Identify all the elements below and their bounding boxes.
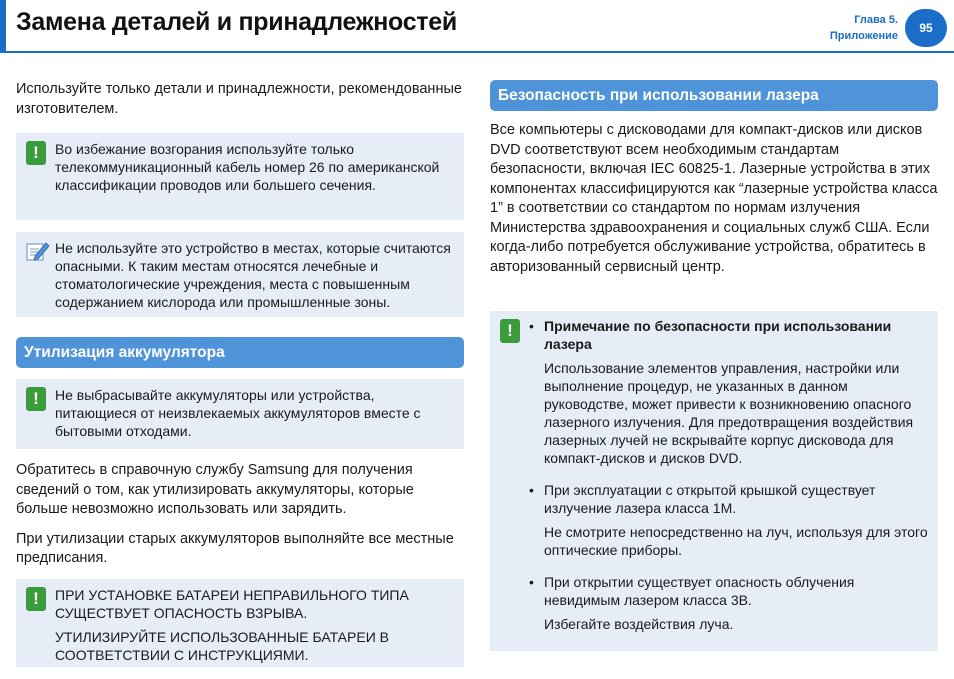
laser-note-text: Использование элементов управления, настройки или выполнение процедур, не указанных в данном руководстве, может привести к возникновению опасного лазерного излучения. Для предотвращения воздействия лазерных лучей не вскрывайте корпус дисковода для компакт-дисков и дисков DVD. (544, 360, 914, 466)
warning-box-battery (16, 379, 464, 449)
bullet-marker: • (529, 318, 534, 334)
laser-note-title: Примечание по безопасности при использовании лазера (544, 318, 892, 352)
header-divider (0, 51, 954, 53)
intro-paragraph: Используйте только детали и принадлежности, рекомендованные изготовителем. (16, 81, 462, 117)
left-column (16, 80, 464, 679)
note-pencil-icon (24, 239, 50, 263)
warning-text-line: УТИЛИЗИРУЙТЕ ИСПОЛЬЗОВАННЫЕ БАТАРЕИ В СООТВЕТСТВИИ С ИНСТРУКЦИЯМИ. (55, 628, 389, 663)
note-box-hazard (16, 232, 464, 317)
laser-notes (490, 311, 938, 657)
page-number-badge: 95 (905, 9, 947, 47)
warning-text (16, 579, 464, 671)
page-title: Замена деталей и принадлежностей (16, 8, 457, 36)
warning-box-laser (490, 311, 938, 651)
right-column (490, 80, 938, 663)
bullet-marker: • (529, 482, 534, 498)
chapter-number: Глава 5. (854, 14, 898, 26)
laser-note-subtext: Избегайте воздействия луча. (544, 616, 734, 632)
laser-note-text: При эксплуатации с открытой крышкой существует излучение лазера класса 1M. (544, 482, 876, 516)
header-accent-bar (0, 0, 6, 52)
section-heading-laser: Безопасность при использовании лазера (490, 80, 938, 111)
warning-icon: ! (26, 141, 46, 165)
warning-text: Не выбрасывайте аккумуляторы или устройства, питающиеся от неизвлекаемых аккумуляторов вместе с бытовыми отходами. (55, 387, 421, 439)
warning-text-line: ПРИ УСТАНОВКЕ БАТАРЕИ НЕПРАВИЛЬНОГО ТИПА СУЩЕСТВУЕТ ОПАСНОСТЬ ВЗРЫВА. (55, 586, 409, 621)
battery-service-paragraph: Обратитесь в справочную службу Samsung для получения сведений о том, как утилизировать аккумуляторы, которые больше невозможно использовать или зарядить. (16, 462, 414, 517)
warning-text: Во избежание возгорания используйте только телекоммуникационный кабель номер 26 по американской классификации проводов или большего сечения. (55, 141, 440, 193)
warning-icon: ! (500, 319, 520, 343)
list-item (529, 573, 928, 633)
list-item (529, 317, 928, 467)
chapter-name: Приложение (829, 30, 898, 42)
battery-disposal-paragraph: При утилизации старых аккумуляторов выполняйте все местные предписания. (16, 530, 454, 566)
bullet-marker: • (529, 574, 534, 590)
chapter-label (830, 12, 898, 44)
warning-box-explosion (16, 579, 464, 667)
warning-icon: ! (26, 387, 46, 411)
warning-icon: ! (26, 587, 46, 611)
section-heading-battery: Утилизация аккумулятора (16, 337, 464, 368)
laser-note-text: При открытии существует опасность облучения невидимым лазером класса 3B. (544, 574, 855, 608)
laser-paragraph: Все компьютеры с дисководами для компакт-дисков или дисков DVD соответствуют всем необходимым стандартам безопасности, включая IEC 60825-1. Лазерные устройства в этих компонентах классифицируются как “лазерные устройства класса 1” в соответствии со стандартом по нормам излучения Министерства здравоохранения и социальных служб США. Если когда-либо потребуется обслуживание устройства, обратитесь в авторизованный сервисный центр. (490, 122, 938, 275)
laser-note-subtext: Не смотрите непосредственно на луч, используя для этого оптические приборы. (544, 524, 928, 558)
warning-box-cable (16, 133, 464, 220)
list-item (529, 481, 928, 559)
note-text: Не используйте это устройство в местах, которые считаются опасными. К таким местам относятся лечебные и стоматологические учреждения, места с повышенным содержанием кислорода или промышленные зоны. (55, 240, 451, 310)
